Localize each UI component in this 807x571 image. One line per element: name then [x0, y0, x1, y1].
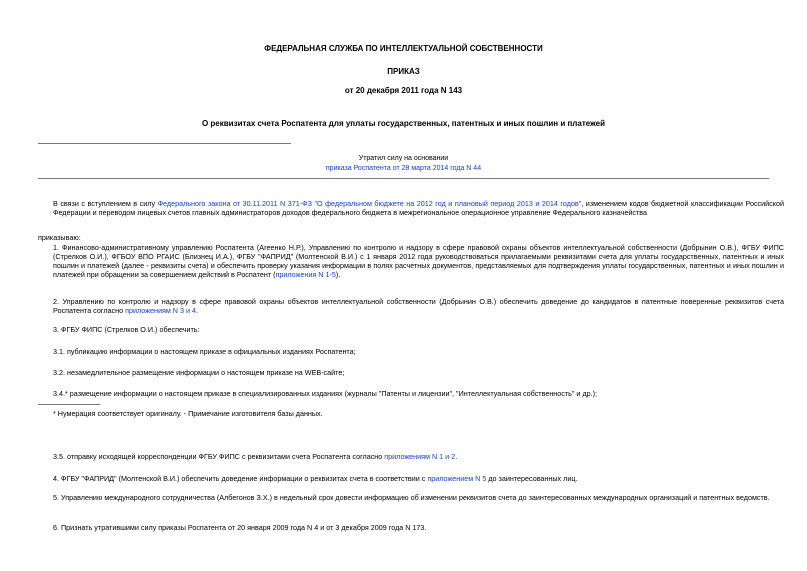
paragraph-3-2: 3.2. незамедлительное размещение информации о настоящем приказе на WEB-сайте;: [53, 368, 345, 377]
paragraph-3-1: 3.1. публикацию информации о настоящем приказе в официальных изданиях Роспатента;: [53, 347, 356, 356]
repeal-order-link[interactable]: приказа Роспатента от 28 марта 2014 года N 44: [325, 165, 482, 172]
doc-date-number: от 20 декабря 2011 года N 143: [344, 86, 463, 95]
status-divider-top: [38, 143, 291, 144]
status-line: Утратил силу на основании: [358, 155, 449, 162]
paragraph-3: 3. ФГБУ ФИПС (Стрелков О.И.) обеспечить:: [53, 325, 200, 334]
intro-paragraph: В связи с вступлением в силу Федерального закона от 30.11.2011 N 371-ФЗ "О федеральном бюджете на 2012 год и плановый период 2013 и 2014 годов", изменением кодов бюджетной классификации Российской Федерации и переводом лицевых счетов главных администраторов доходов федерального бюджета в межрегиональное операционное управление Федерального казначейства: [53, 199, 784, 217]
status-link-row: [0, 164, 807, 173]
footnote: * Нумерация соответствует оригиналу. - Примечание изготовителя базы данных.: [53, 409, 323, 418]
paragraph-4: 4. ФГБУ "ФАПРИД" (Молтенской В.И.) обеспечить доведение информации о реквизитах счета в соответствии с приложением N 5 до заинтересованных лиц.: [53, 474, 578, 483]
federal-law-link[interactable]: Федерального закона от 30.11.2011 N 371-ФЗ "О федеральном бюджете на 2012 год и плановый период 2013 и 2014 годов": [157, 199, 582, 208]
footnote-divider: [38, 404, 100, 405]
appendix-1-2-link[interactable]: приложениям N 1 и 2: [384, 452, 456, 461]
appendix-5-link[interactable]: приложением N 5: [427, 474, 487, 483]
paragraph-1: 1. Финансово-административному управлению Роспатента (Агеенко Н.Р.), Управлению по контролю и надзору в сфере правовой охраны объектов интеллектуальной собственности (Добрынин О.В.), ФГБУ ФИПС (Стрелков О.И.), ФГБОУ ВПО РГАИС (Близнец И.А.), ФГБУ "ФАПРИД" (Молтенской В.И.) с 1 января 2012 года руководствоваться прилагаемыми реквизитами счета для уплаты государственных, патентных и иных пошлин и платежей (далее - реквизиты счета) и обеспечить проверку указания информации в полях расчетных документов, представляемых для подтверждения уплаты государственных, патентных и иных пошлин и платежей при обращении за совершением действий в Роспатент (приложения N 1-5).: [53, 243, 784, 279]
appendix-3-4-link[interactable]: приложениям N 3 и 4: [125, 306, 196, 315]
appendix-1-5-link[interactable]: приложения N 1-5: [275, 270, 336, 279]
paragraph-5: 5. Управлению международного сотрудничества (Албегонов З.Х.) в недельный срок довести информацию об изменении реквизитов счета до заинтересованных международных организаций и патентных ведомств.: [53, 493, 770, 502]
paragraph-6: 6. Признать утратившими силу приказы Роспатента от 20 января 2009 года N 4 и от 3 декабря 2009 года N 173.: [53, 523, 427, 532]
paragraph-3-5: 3.5. отправку исходящей корреспонденции ФГБУ ФИПС с реквизитами счета Роспатента согласно приложениям N 1 и 2.: [53, 452, 458, 461]
order-word: приказываю:: [38, 233, 81, 242]
paragraph-2: 2. Управлению по контролю и надзору в сфере правовой охраны объектов интеллектуальной собственности (Добрынин О.В.) обеспечить доведение до кандидатов в патентные поверенные реквизитов счета Роспатента согласно приложениям N 3 и 4.: [53, 297, 784, 315]
doc-type: ПРИКАЗ: [387, 67, 420, 76]
status-divider-bottom: [38, 178, 769, 179]
agency-title: ФЕДЕРАЛЬНАЯ СЛУЖБА ПО ИНТЕЛЛЕКТУАЛЬНОЙ СОБСТВЕННОСТИ: [264, 44, 543, 53]
paragraph-3-4: 3.4.* размещение информации о настоящем приказе в специализированных изданиях (журналы "Патенты и лицензии", "Интеллектуальная собственность" и др.);: [53, 389, 598, 398]
doc-subject: О реквизитах счета Роспатента для уплаты государственных, патентных и иных пошлин и платежей: [201, 119, 606, 128]
